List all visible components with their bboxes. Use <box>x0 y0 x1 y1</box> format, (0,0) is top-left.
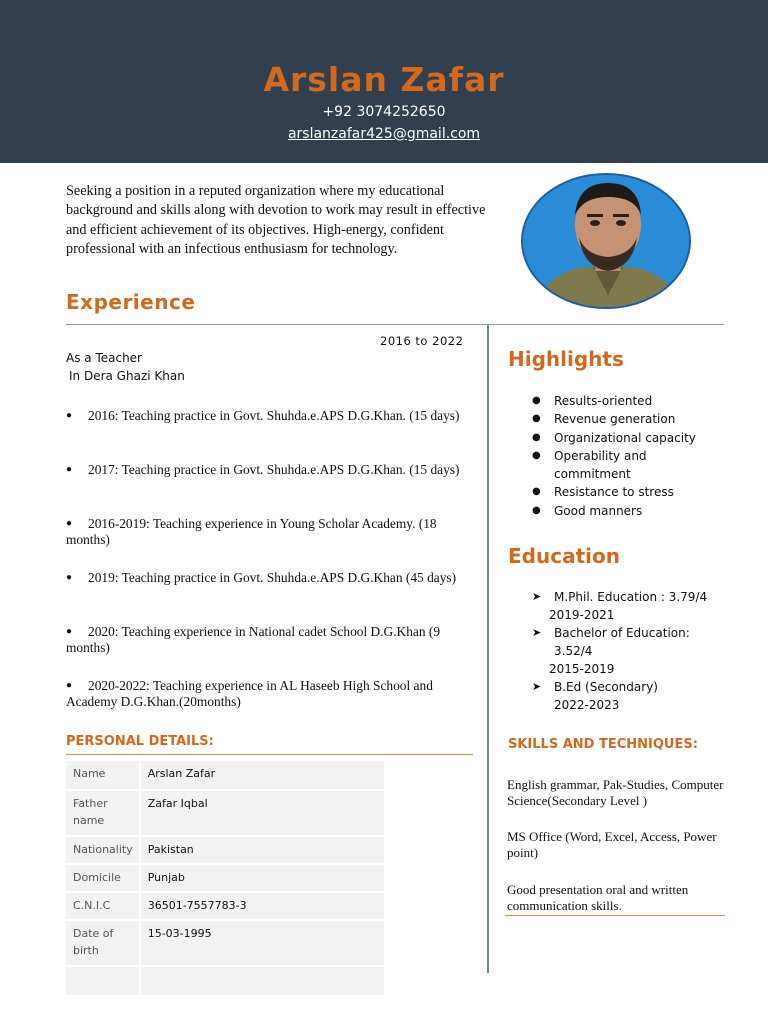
profile-portrait-icon <box>523 175 691 309</box>
list-item: ● Operability and commitment <box>532 448 647 482</box>
row-label: Name <box>66 761 141 791</box>
table-row <box>66 761 384 791</box>
row-value: 15-03-1995 <box>141 921 384 967</box>
table-row <box>66 791 384 837</box>
row-label: C.N.I.C <box>66 893 141 921</box>
experience-item: ● 2020-2022: Teaching experience in AL Haseeb High School and Academy D.G.Khan.(20months) <box>66 678 433 709</box>
profile-photo <box>521 173 691 309</box>
career-objective: Seeking a position in a reputed organization where my educational background and skills along with devotion to work may result in effective and efficient achievement of its objectives. High-energy, confident professional with an infectious enthusiasm for technology. <box>66 183 486 258</box>
table-row <box>66 865 384 893</box>
education-heading: Education <box>508 544 620 568</box>
bullet-icon: ● <box>532 504 541 516</box>
personal-details-table <box>66 761 384 997</box>
experience-item: ● 2016: Teaching practice in Govt. Shuhda.e.APS D.G.Khan. (15 days) <box>66 408 460 423</box>
email-link[interactable]: arslanzafar425@gmail.com <box>287 126 481 142</box>
column-divider <box>487 325 489 973</box>
experience-role: As a Teacher <box>66 351 142 365</box>
bullet-icon: ● <box>532 413 541 425</box>
list-item: ● Good manners <box>532 502 722 520</box>
bullet-icon: ● <box>532 431 541 443</box>
row-label: Date of birth <box>66 921 141 967</box>
skill-item: Good presentation oral and written communication skills. <box>507 882 689 913</box>
skills-heading: SKILLS AND TECHNIQUES: <box>508 737 698 752</box>
list-item: ● Results-oriented <box>532 392 722 410</box>
row-label: Nationality <box>66 837 141 865</box>
personal-details-heading: PERSONAL DETAILS: <box>66 734 214 749</box>
skill-item: MS Office (Word, Excel, Access, Power point) <box>507 829 717 860</box>
bullet-icon: ● <box>66 464 73 475</box>
highlights-list <box>532 392 722 520</box>
row-label: Domicile <box>66 865 141 893</box>
bullet-icon: ● <box>532 449 541 461</box>
arrowhead-icon: ➤ <box>532 680 542 693</box>
table-row <box>66 921 384 967</box>
row-label: Father name <box>66 791 141 837</box>
experience-item: ● 2020: Teaching experience in National cadet School D.G.Khan (9 months) <box>66 624 441 655</box>
bullet-icon: ● <box>532 486 541 498</box>
bullet-icon: ● <box>66 680 73 691</box>
row-value <box>141 967 384 997</box>
resume-header <box>0 0 768 163</box>
experience-years: 2016 to 2022 <box>380 334 464 348</box>
table-row <box>66 967 384 997</box>
table-row <box>66 837 384 865</box>
list-item: ➤ Bachelor of Education: 3.52/4 2015-2019 <box>532 626 690 676</box>
bullet-icon: ● <box>66 572 73 583</box>
row-value: 36501-7557783-3 <box>141 893 384 921</box>
education-list <box>532 588 707 714</box>
row-label <box>66 967 141 997</box>
row-value: Zafar Iqbal <box>141 791 384 837</box>
arrowhead-icon: ➤ <box>532 590 542 603</box>
skill-item: English grammar, Pak-Studies, Computer Science(Secondary Level ) <box>507 777 724 808</box>
bullet-icon: ● <box>66 518 73 529</box>
list-item: ➤ B.Ed (Secondary) 2022-2023 <box>532 680 658 712</box>
highlights-heading: Highlights <box>508 347 624 371</box>
experience-place: In Dera Ghazi Khan <box>69 369 185 383</box>
experience-item: ● 2016-2019: Teaching experience in Young Scholar Academy. (18 months) <box>66 516 437 547</box>
arrowhead-icon: ➤ <box>532 626 542 639</box>
bullet-icon: ● <box>532 395 541 406</box>
list-item: ● Organizational capacity <box>532 429 722 447</box>
table-row <box>66 893 384 921</box>
experience-item: ● 2017: Teaching practice in Govt. Shuhda.e.APS D.G.Khan. (15 days) <box>66 462 460 477</box>
row-value: Arslan Zafar <box>141 761 384 791</box>
list-item: ➤ M.Phil. Education : 3.79/4 2019-2021 <box>532 590 708 622</box>
row-value: Punjab <box>141 865 384 893</box>
phone-number: +92 3074252650 <box>322 104 446 120</box>
list-item: ● Revenue generation <box>532 410 722 428</box>
experience-item: ● 2019: Teaching practice in Govt. Shuhda.e.APS D.G.Khan (45 days) <box>66 570 457 585</box>
experience-divider <box>66 324 724 325</box>
bullet-icon: ● <box>66 410 73 421</box>
list-item: ● Resistance to stress <box>532 483 722 501</box>
row-value: Pakistan <box>141 837 384 865</box>
bullet-icon: ● <box>66 626 73 637</box>
candidate-name: Arslan Zafar <box>263 60 505 99</box>
experience-heading: Experience <box>66 290 196 314</box>
skills-divider <box>505 915 725 916</box>
personal-details-divider <box>66 754 473 755</box>
